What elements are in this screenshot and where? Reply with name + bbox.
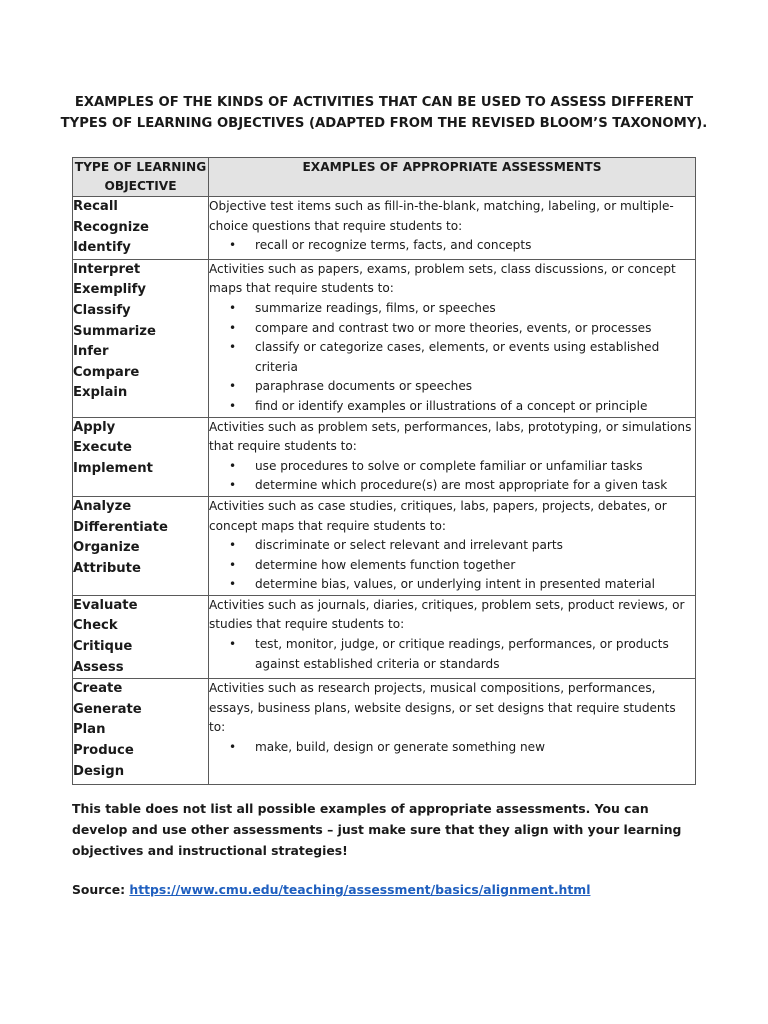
verb: Summarize: [73, 323, 156, 339]
assessment-intro: Activities such as research projects, musical compositions, performances, essays, business plans, website designs, or set designs that require students to:: [209, 681, 676, 735]
bullet-item: • use procedures to solve or complete familiar or unfamiliar tasks: [209, 457, 695, 477]
verb: Design: [73, 763, 125, 779]
bullet-item: • discriminate or select relevant and irrelevant parts: [209, 536, 695, 556]
verb: Check: [73, 618, 118, 634]
assessment-intro: Activities such as problem sets, performances, labs, prototyping, or simulations that require students to:: [209, 419, 692, 454]
footnote: This table does not list all possible examples of appropriate assessments. You can develop and use other assessments – just make sure that they align with your learning objectives and instructional strategies!: [72, 801, 682, 858]
source-label: Source:: [72, 882, 130, 897]
table-row: [73, 417, 696, 496]
verb: Attribute: [73, 560, 141, 576]
assessment-description: [209, 197, 696, 260]
table-row: [73, 259, 696, 417]
verb: Organize: [73, 540, 140, 556]
assessment-description: [209, 417, 696, 496]
bullet-list: [209, 236, 695, 256]
assessment-intro: Activities such as journals, diaries, critiques, problem sets, product reviews, or studies that require students to:: [209, 597, 685, 632]
bullet-list: [209, 299, 695, 417]
assessment-description: [209, 259, 696, 417]
objective-verbs: [73, 496, 209, 595]
verb: Interpret: [73, 261, 141, 277]
verb: Analyze: [73, 498, 132, 514]
bullet-list: [209, 457, 695, 496]
header-objective-type: TYPE OF LEARNING OBJECTIVE: [73, 158, 209, 197]
verb: Recognize: [73, 219, 149, 235]
objective-verbs: [73, 197, 209, 260]
assessment-intro: Activities such as case studies, critiques, labs, papers, projects, debates, or concept maps that require students to:: [209, 498, 667, 533]
objective-verbs: [73, 595, 209, 678]
verb: Classify: [73, 302, 131, 318]
verb: Identify: [73, 240, 131, 256]
objective-verbs: [73, 259, 209, 417]
source-link[interactable]: https://www.cmu.edu/teaching/assessment/basics/alignment.html: [129, 882, 591, 897]
bullet-item: • test, monitor, judge, or critique readings, performances, or products against established criteria or standards: [209, 635, 695, 674]
verb: Generate: [73, 701, 142, 717]
assessment-table: [72, 157, 696, 785]
objective-verbs: [73, 679, 209, 785]
verb: Evaluate: [73, 597, 138, 613]
verb: Implement: [73, 460, 153, 476]
bullet-item: • compare and contrast two or more theories, events, or processes: [209, 319, 695, 339]
bullet-item: • recall or recognize terms, facts, and concepts: [209, 236, 695, 256]
verb: Apply: [73, 419, 116, 435]
verb: Plan: [73, 722, 106, 738]
bullet-item: • paraphrase documents or speeches: [209, 377, 695, 397]
bullet-item: • determine bias, values, or underlying intent in presented material: [209, 575, 695, 595]
bullet-item: • find or identify examples or illustrations of a concept or principle: [209, 397, 695, 417]
verb: Recall: [73, 199, 118, 214]
document-title: EXAMPLES OF THE KINDS OF ACTIVITIES THAT CAN BE USED TO ASSESS DIFFERENT TYPES OF LEARNING OBJECTIVES (ADAPTED FROM THE REVISED BLOOM’S TAXONOMY).: [60, 95, 708, 131]
verb: Execute: [73, 440, 132, 456]
assessment-intro: Objective test items such as fill-in-the-blank, matching, labeling, or multiple-choice questions that require students to:: [209, 199, 674, 233]
bullet-item: • classify or categorize cases, elements, or events using established criteria: [209, 338, 695, 377]
verb: Compare: [73, 364, 140, 380]
table-row: [73, 197, 696, 260]
bullet-item: • determine which procedure(s) are most appropriate for a given task: [209, 476, 695, 496]
bullet-item: • summarize readings, films, or speeches: [209, 299, 695, 319]
verb: Assess: [73, 659, 124, 675]
table-row: [73, 679, 696, 785]
table-row: [73, 595, 696, 678]
assessment-intro: Activities such as papers, exams, problem sets, class discussions, or concept maps that require students to:: [209, 261, 676, 296]
objective-verbs: [73, 417, 209, 496]
bullet-list: [209, 635, 695, 674]
header-assessments: EXAMPLES OF APPROPRIATE ASSESSMENTS: [209, 158, 696, 197]
bullet-list: [209, 738, 695, 758]
table-header-row: [73, 158, 696, 197]
table-row: [73, 496, 696, 595]
bullet-list: [209, 536, 695, 595]
assessment-description: [209, 595, 696, 678]
verb: Produce: [73, 743, 134, 759]
verb: Explain: [73, 385, 128, 401]
bullet-item: • make, build, design or generate something new: [209, 738, 695, 758]
verb: Critique: [73, 639, 133, 655]
verb: Infer: [73, 344, 109, 360]
verb: Exemplify: [73, 282, 147, 298]
assessment-description: [209, 679, 696, 785]
verb: Differentiate: [73, 519, 168, 535]
verb: Create: [73, 681, 123, 697]
bullet-item: • determine how elements function together: [209, 556, 695, 576]
assessment-description: [209, 496, 696, 595]
source-line: [72, 879, 590, 900]
